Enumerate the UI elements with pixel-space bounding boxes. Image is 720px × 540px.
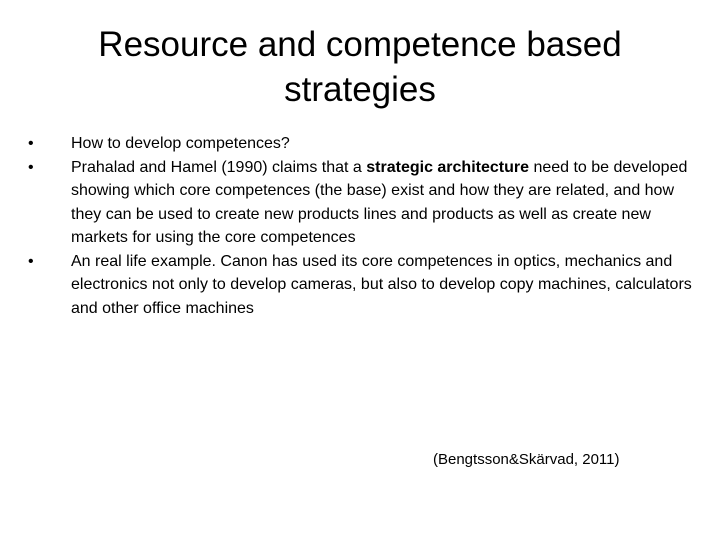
citation: (Bengtsson&Skärvad, 2011)	[433, 451, 620, 468]
bullet-list	[28, 132, 692, 320]
bullet-marker: •	[28, 158, 34, 176]
bullet-item	[28, 156, 692, 250]
slide-title: Resource and competence based strategies	[98, 25, 622, 109]
bullet-text: need to be developed showing which core competences (the base) exist and how they are related, and how they can be used to create new products lines and products as well as create new markets for using the core competences	[71, 158, 688, 246]
bullet-text: Prahalad and Hamel (1990) claims that a	[71, 158, 367, 176]
bullet-marker: •	[28, 135, 34, 152]
bullet-text: How to develop competences?	[71, 135, 290, 152]
bullet-marker: •	[28, 252, 34, 270]
bullet-bold-term: strategic architecture	[366, 158, 529, 176]
bullet-item	[28, 132, 692, 156]
bullet-item	[28, 250, 692, 321]
bullet-text: An real life example. Canon has used its core competences in optics, mechanics and electronics not only to develop cameras, but also to develop copy machines, calculators and other office machines	[71, 252, 692, 317]
